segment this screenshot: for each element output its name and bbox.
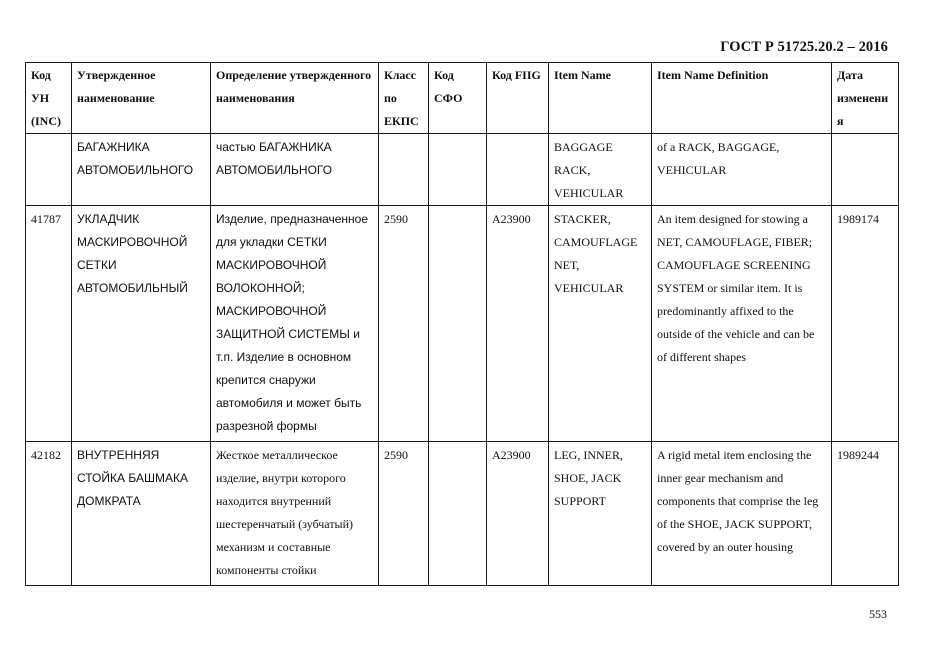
cell-definition: Жесткое металлическое изделие, внутри которого находится внутренний шестеренчатый (зубчатый) механизм и составные компоненты стойки [211, 442, 379, 586]
table-row [26, 134, 899, 206]
table-row [26, 442, 899, 586]
header-approved-name: Утвержденное наименование [72, 63, 211, 134]
cell-ekps: 2590 [379, 206, 429, 442]
cell-item-name-definition: An item designed for stowing a NET, CAMOUFLAGE, FIBER; CAMOUFLAGE SCREENING SYSTEM or similar item. It is predominantly affixed to the outside of the vehicle and can be of different shapes [652, 206, 832, 442]
page-number: 553 [869, 607, 887, 621]
header-fiig: Код FIIG [487, 63, 549, 134]
cell-item-name-definition: of a RACK, BAGGAGE, VEHICULAR [652, 134, 832, 206]
table-row [26, 206, 899, 442]
table-header-row [26, 63, 899, 134]
cell-item-name-definition: A rigid metal item enclosing the inner gear mechanism and components that comprise the leg of the SHOE, JACK SUPPORT, covered by an outer housing [652, 442, 832, 586]
cell-definition: Изделие, предназначенное для укладки СЕТКИ МАСКИРОВОЧНОЙ ВОЛОКОННОЙ; МАСКИРОВОЧНОЙ ЗАЩИТНОЙ СИСТЕМЫ и т.п. Изделие в основном крепится снаружи автомобиля и может быть разрезной формы [211, 206, 379, 442]
cell-inc: 42182 [26, 442, 72, 586]
header-definition: Определение утвержденного наименования [211, 63, 379, 134]
header-inc: Код УН (INC) [26, 63, 72, 134]
header-date: Дата изменения [832, 63, 899, 134]
cell-sfo [429, 134, 487, 206]
nomenclature-table [25, 62, 899, 586]
header-ekps: Класс по ЕКПС [379, 63, 429, 134]
cell-date: 1989244 [832, 442, 899, 586]
cell-date: 1989174 [832, 206, 899, 442]
cell-inc [26, 134, 72, 206]
cell-fiig [487, 134, 549, 206]
cell-definition: частью БАГАЖНИКА АВТОМОБИЛЬНОГО [211, 134, 379, 206]
cell-date [832, 134, 899, 206]
cell-approved-name: БАГАЖНИКА АВТОМОБИЛЬНОГО [72, 134, 211, 206]
cell-fiig: A23900 [487, 206, 549, 442]
cell-item-name: STACKER, CAMOUFLAGE NET, VEHICULAR [549, 206, 652, 442]
cell-approved-name: ВНУТРЕННЯЯ СТОЙКА БАШМАКА ДОМКРАТА [72, 442, 211, 586]
header-item-name-definition: Item Name Definition [652, 63, 832, 134]
cell-inc: 41787 [26, 206, 72, 442]
document-standard-header: ГОСТ Р 51725.20.2 – 2016 [720, 39, 888, 55]
cell-sfo [429, 206, 487, 442]
cell-ekps: 2590 [379, 442, 429, 586]
header-sfo: Код СФО [429, 63, 487, 134]
cell-ekps [379, 134, 429, 206]
header-item-name: Item Name [549, 63, 652, 134]
cell-fiig: A23900 [487, 442, 549, 586]
cell-item-name: LEG, INNER, SHOE, JACK SUPPORT [549, 442, 652, 586]
cell-sfo [429, 442, 487, 586]
cell-item-name: BAGGAGE RACK, VEHICULAR [549, 134, 652, 206]
cell-approved-name: УКЛАДЧИК МАСКИРОВОЧНОЙ СЕТКИ АВТОМОБИЛЬНЫЙ [72, 206, 211, 442]
